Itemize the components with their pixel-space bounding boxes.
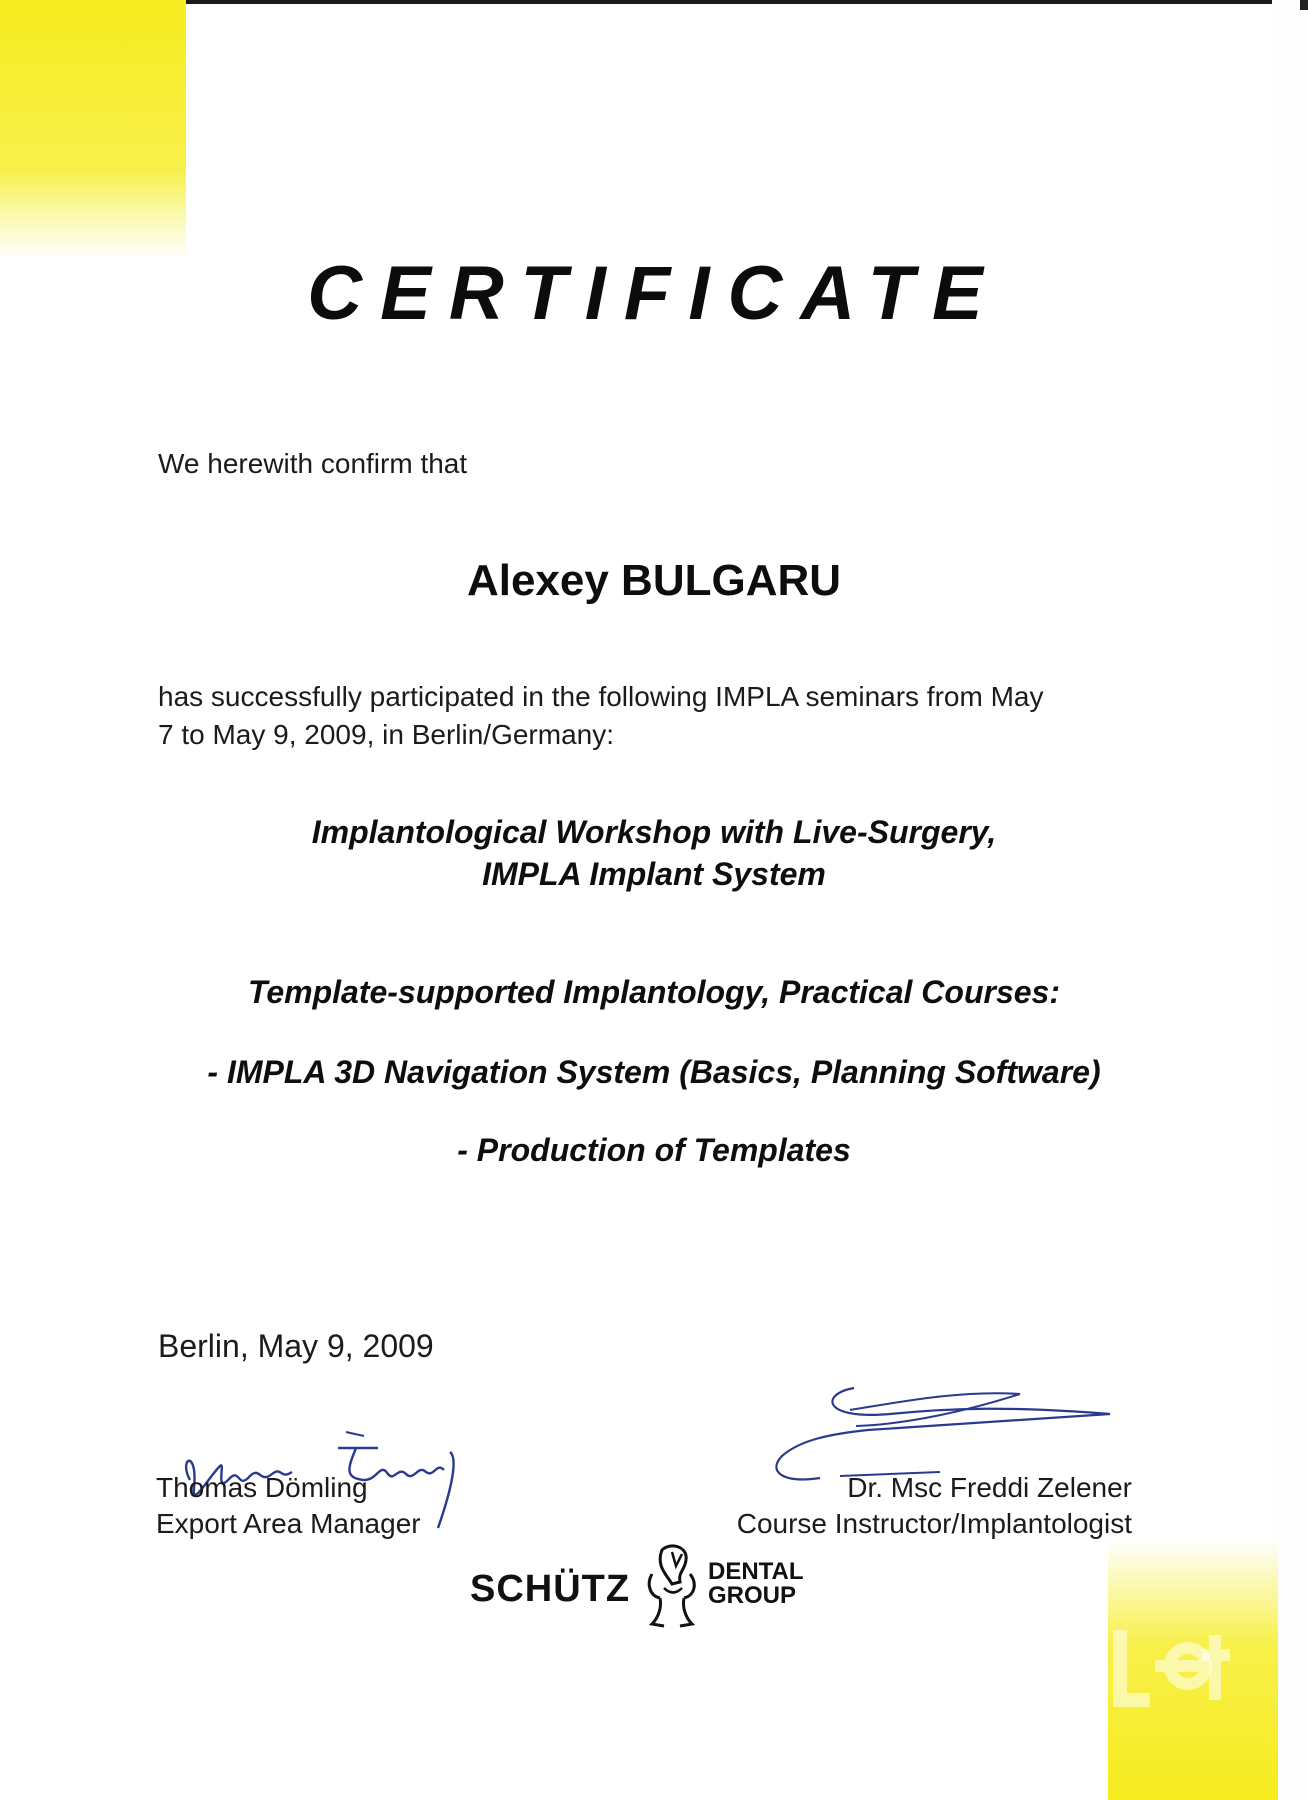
participation-text bbox=[158, 678, 1158, 754]
signatory-left bbox=[156, 1470, 421, 1542]
yellow-corner-top-left bbox=[0, 0, 186, 260]
logo-word: SCHÜTZ bbox=[470, 1568, 631, 1610]
confirmation-text: We herewith confirm that bbox=[158, 448, 468, 479]
logo-dental-group bbox=[708, 1560, 804, 1608]
watermark-decor bbox=[1110, 1620, 1240, 1710]
course-line-3: Template-supported Implantology, Practical Courses: bbox=[248, 974, 1060, 1010]
place-and-date: Berlin, May 9, 2009 bbox=[158, 1328, 434, 1364]
signatory-right bbox=[700, 1470, 1132, 1542]
course-line-5: - Production of Templates bbox=[457, 1132, 851, 1168]
course-line-4: - IMPLA 3D Navigation System (Basics, Planning Software) bbox=[207, 1054, 1101, 1090]
signatory-left-name: Thomas Dömling bbox=[156, 1472, 368, 1503]
signatory-right-role: Course Instructor/Implantologist bbox=[736, 1508, 1132, 1539]
recipient-name: Alexey BULGARU bbox=[466, 556, 842, 605]
participation-line-1: has successfully participated in the following IMPLA seminars from May bbox=[158, 681, 1044, 712]
logo-group: GROUP bbox=[708, 1582, 797, 1609]
signatory-right-name: Dr. Msc Freddi Zelener bbox=[847, 1472, 1132, 1503]
participation-line-2: 7 to May 9, 2009, in Berlin/Germany: bbox=[158, 719, 614, 750]
top-border bbox=[0, 0, 1308, 4]
certificate-title: CERTIFICATE bbox=[307, 251, 1001, 336]
right-corner-mark bbox=[1300, 0, 1308, 10]
signatory-left-role: Export Area Manager bbox=[156, 1508, 421, 1539]
course-line-1: Implantological Workshop with Live-Surgery, bbox=[311, 814, 997, 850]
dental-figure-icon bbox=[642, 1544, 702, 1630]
schutz-dental-group-logo bbox=[470, 1540, 830, 1630]
course-line-2: IMPLA Implant System bbox=[482, 856, 826, 892]
logo-dental: DENTAL bbox=[708, 1558, 804, 1585]
